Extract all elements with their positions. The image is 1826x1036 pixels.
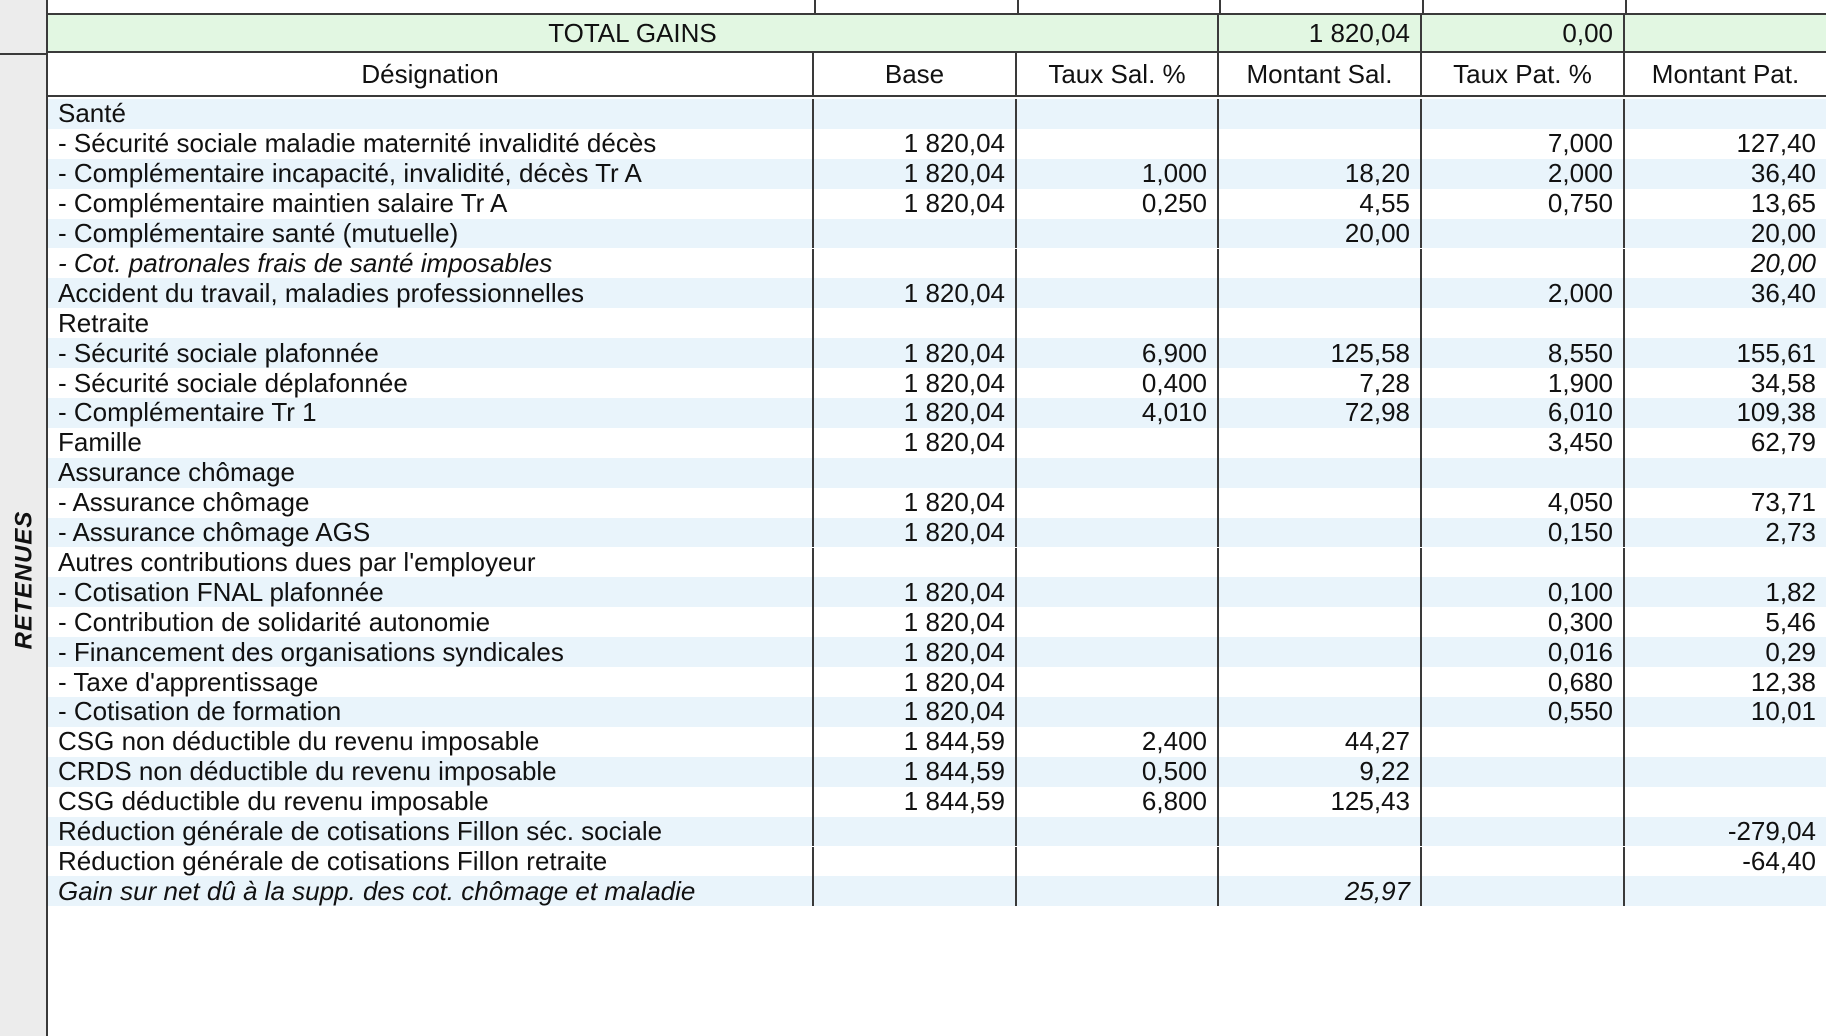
cell-montant-sal: 7,28 (1219, 368, 1422, 398)
cell-montant-pat (1625, 99, 1826, 129)
cell-montant-pat: 10,01 (1750, 697, 1816, 727)
cell-montant-sal (1219, 428, 1422, 458)
cell-base: 1 820,04 (814, 667, 1017, 697)
cell-taux-pat (1422, 458, 1625, 488)
table-row (48, 637, 1826, 667)
cell-base: 1 820,04 (814, 697, 1017, 727)
cell-montant-sal (1219, 847, 1422, 877)
cell-designation: - Cot. patronales frais de santé imposables (48, 249, 814, 279)
table-row (48, 817, 1826, 847)
cell-base: 1 820,04 (814, 278, 1017, 308)
cell-taux-pat: 0,750 (1422, 189, 1625, 219)
table-row (48, 667, 1826, 697)
table-row (48, 219, 1826, 249)
cell-montant-pat (1625, 458, 1826, 488)
cell-base (814, 99, 1017, 129)
cell-base: 1 820,04 (814, 488, 1017, 518)
gutter-divider (0, 53, 48, 55)
cell-taux-sal (1017, 428, 1219, 458)
table-row (48, 129, 1826, 159)
table-row (48, 189, 1826, 219)
cell-taux-pat: 4,050 (1422, 488, 1625, 518)
column-line-stub (814, 0, 816, 13)
cell-taux-sal (1017, 577, 1219, 607)
cell-base: 1 820,04 (814, 189, 1017, 219)
cell-montant-pat: 12,38 (1750, 667, 1816, 697)
cell-designation: - Cotisation FNAL plafonnée (48, 577, 814, 607)
cell-montant-sal (1219, 548, 1422, 578)
cell-montant-pat: 0,29 (1765, 637, 1816, 667)
cell-base: 1 820,04 (814, 398, 1017, 428)
cell-base: 1 820,04 (814, 159, 1017, 189)
cell-montant-sal (1219, 577, 1422, 607)
cell-montant-pat: 73,71 (1750, 487, 1816, 518)
cell-designation: Retraite (48, 308, 814, 338)
cell-taux-sal: 0,500 (1017, 757, 1219, 787)
total-gains-label: TOTAL GAINS (48, 15, 1219, 51)
cell-designation: - Complémentaire santé (mutuelle) (48, 219, 814, 249)
cell-taux-sal (1017, 817, 1219, 847)
cell-designation: - Complémentaire Tr 1 (48, 398, 814, 428)
cell-montant-sal: 125,58 (1219, 338, 1422, 368)
cell-taux-sal (1017, 308, 1219, 338)
cell-designation: - Sécurité sociale maladie maternité invalidité décès (48, 129, 814, 159)
cell-montant-pat (1625, 876, 1826, 906)
cell-designation: Réduction générale de cotisations Fillon séc. sociale (48, 817, 814, 847)
cell-base: 1 820,04 (814, 428, 1017, 458)
cell-designation: Réduction générale de cotisations Fillon retraite (48, 847, 814, 877)
cell-montant-pat (1625, 308, 1826, 338)
cell-montant-sal: 20,00 (1219, 219, 1422, 249)
cell-montant-pat: 109,38 (1736, 398, 1816, 428)
cell-montant-pat (1625, 757, 1826, 787)
cell-designation: - Complémentaire incapacité, invalidité, décès Tr A (48, 159, 814, 189)
cell-montant-sal: 125,43 (1219, 787, 1422, 817)
cell-taux-sal: 2,400 (1017, 727, 1219, 757)
cell-base (814, 548, 1017, 578)
cell-taux-sal (1017, 637, 1219, 667)
cell-designation: - Sécurité sociale plafonnée (48, 338, 814, 368)
cell-designation: Accident du travail, maladies professionnelles (48, 278, 814, 308)
cell-designation: - Assurance chômage AGS (48, 518, 814, 548)
table-row (48, 727, 1826, 757)
cell-montant-pat: -64,40 (1742, 846, 1816, 876)
cell-montant-sal (1219, 278, 1422, 308)
cell-base: 1 820,04 (814, 338, 1017, 368)
cell-taux-sal (1017, 847, 1219, 877)
cell-montant-pat: 36,40 (1750, 278, 1816, 308)
column-line-stub (1017, 0, 1019, 13)
total-gains-row (48, 13, 1826, 53)
cell-base (814, 308, 1017, 338)
cell-designation: Autres contributions dues par l'employeur (48, 548, 814, 578)
cell-montant-pat: 34,58 (1750, 368, 1816, 398)
section-label-retenues (2, 450, 46, 710)
cell-taux-sal (1017, 129, 1219, 159)
cell-taux-pat (1422, 249, 1625, 279)
cell-taux-pat: 1,900 (1422, 368, 1625, 398)
cell-taux-pat: 6,010 (1422, 398, 1625, 428)
cell-taux-sal (1017, 219, 1219, 249)
table-row (48, 697, 1826, 727)
column-line-stub (1625, 0, 1627, 13)
cell-montant-sal (1219, 129, 1422, 159)
table-row (48, 548, 1826, 578)
cell-designation: CRDS non déductible du revenu imposable (48, 757, 814, 787)
cell-base (814, 847, 1017, 877)
cell-designation: - Cotisation de formation (48, 697, 814, 727)
column-header-taux-sal: Taux Sal. % (1017, 53, 1219, 95)
cell-montant-pat: -279,04 (1727, 816, 1816, 847)
cell-taux-pat (1422, 219, 1625, 249)
cell-montant-sal: 72,98 (1219, 398, 1422, 428)
cell-designation: Santé (48, 99, 814, 129)
cell-montant-sal (1219, 99, 1422, 129)
cell-base: 1 820,04 (814, 129, 1017, 159)
cell-taux-pat (1422, 727, 1625, 757)
cell-base (814, 219, 1017, 249)
total-montant-sal: 1 820,04 (1219, 15, 1422, 51)
cell-montant-pat: 155,61 (1736, 338, 1816, 368)
table-row (48, 458, 1826, 488)
table-row (48, 757, 1826, 787)
cell-taux-pat: 7,000 (1422, 129, 1625, 159)
cell-designation: - Sécurité sociale déplafonnée (48, 368, 814, 398)
table-row (48, 99, 1826, 129)
total-montant-pat (1625, 15, 1826, 51)
cell-montant-sal: 18,20 (1219, 159, 1422, 189)
cell-taux-sal (1017, 458, 1219, 488)
column-header-taux-pat: Taux Pat. % (1422, 53, 1625, 95)
section-label-text: RETENUES (10, 510, 37, 650)
cell-montant-pat: 2,73 (1765, 517, 1816, 548)
cell-taux-sal (1017, 667, 1219, 697)
cell-designation: Gain sur net dû à la supp. des cot. chômage et maladie (48, 876, 814, 906)
cell-montant-sal (1219, 308, 1422, 338)
cell-taux-sal: 4,010 (1017, 398, 1219, 428)
cell-montant-sal (1219, 607, 1422, 637)
cell-taux-sal (1017, 607, 1219, 637)
cell-taux-pat: 2,000 (1422, 278, 1625, 308)
cell-taux-pat (1422, 99, 1625, 129)
cell-taux-pat: 0,300 (1422, 607, 1625, 637)
cell-montant-sal (1219, 637, 1422, 667)
table-row (48, 428, 1826, 458)
cell-montant-sal: 25,97 (1219, 876, 1422, 906)
cell-base: 1 820,04 (814, 637, 1017, 667)
cell-designation: - Assurance chômage (48, 488, 814, 518)
cell-taux-sal: 0,250 (1017, 189, 1219, 219)
cell-montant-pat: 127,40 (1736, 128, 1816, 159)
table-row (48, 278, 1826, 308)
cell-taux-pat (1422, 548, 1625, 578)
cell-taux-pat: 0,550 (1422, 697, 1625, 727)
cell-taux-sal: 6,800 (1017, 787, 1219, 817)
cell-taux-pat (1422, 876, 1625, 906)
cell-designation: - Complémentaire maintien salaire Tr A (48, 189, 814, 219)
cell-designation: CSG déductible du revenu imposable (48, 787, 814, 817)
cell-taux-pat (1422, 787, 1625, 817)
cell-base (814, 817, 1017, 847)
table-row (48, 876, 1826, 906)
column-header-montant-pat: Montant Pat. (1651, 58, 1800, 89)
cell-montant-pat (1625, 548, 1826, 578)
column-line-stub (1219, 0, 1221, 13)
table-row (48, 159, 1826, 189)
cell-base: 1 844,59 (814, 757, 1017, 787)
cell-taux-pat (1422, 847, 1625, 877)
cell-taux-sal (1017, 278, 1219, 308)
cell-base (814, 876, 1017, 906)
cell-montant-sal: 9,22 (1219, 757, 1422, 787)
total-taux-pat: 0,00 (1422, 15, 1625, 51)
table-row (48, 368, 1826, 398)
cell-taux-pat (1422, 308, 1625, 338)
cell-designation: CSG non déductible du revenu imposable (48, 727, 814, 757)
table-row (48, 249, 1826, 279)
cell-designation: - Financement des organisations syndicales (48, 637, 814, 667)
cell-montant-sal: 44,27 (1219, 727, 1422, 757)
table-row (48, 577, 1826, 607)
cell-taux-sal (1017, 99, 1219, 129)
column-header-designation: Désignation (48, 53, 814, 95)
cell-montant-pat (1625, 727, 1826, 757)
cell-taux-sal (1017, 249, 1219, 279)
cell-montant-sal (1219, 458, 1422, 488)
cell-taux-sal (1017, 548, 1219, 578)
cell-taux-pat: 0,150 (1422, 518, 1625, 548)
column-header-montant-sal: Montant Sal. (1219, 53, 1422, 95)
cell-taux-sal (1017, 697, 1219, 727)
cell-montant-pat: 36,40 (1750, 158, 1816, 189)
cell-montant-pat (1625, 787, 1826, 817)
cell-taux-sal (1017, 518, 1219, 548)
cell-montant-pat: 13,65 (1750, 188, 1816, 219)
cell-designation: - Contribution de solidarité autonomie (48, 607, 814, 637)
table-row (48, 518, 1826, 548)
table-row (48, 607, 1826, 637)
cell-base: 1 820,04 (814, 607, 1017, 637)
cell-base: 1 820,04 (814, 368, 1017, 398)
cell-taux-pat: 0,016 (1422, 637, 1625, 667)
cell-taux-sal: 0,400 (1017, 368, 1219, 398)
cell-montant-sal (1219, 817, 1422, 847)
cell-montant-pat: 5,46 (1765, 607, 1816, 637)
table-row (48, 398, 1826, 428)
cell-montant-pat: 1,82 (1765, 577, 1816, 607)
table-row (48, 787, 1826, 817)
cell-montant-sal (1219, 667, 1422, 697)
column-header-base: Base (814, 53, 1017, 95)
cell-montant-pat: 20,00 (1750, 218, 1816, 249)
cell-taux-pat (1422, 817, 1625, 847)
cell-taux-sal: 1,000 (1017, 159, 1219, 189)
table-row (48, 308, 1826, 338)
cell-base: 1 820,04 (814, 577, 1017, 607)
table-header (48, 53, 1826, 97)
cell-base: 1 844,59 (814, 727, 1017, 757)
table-row (48, 338, 1826, 368)
cell-taux-sal (1017, 876, 1219, 906)
cell-montant-pat: 20,00 (1750, 248, 1816, 278)
cell-taux-pat: 2,000 (1422, 159, 1625, 189)
cell-taux-sal (1017, 488, 1219, 518)
cell-montant-pat: 62,79 (1750, 427, 1816, 458)
cell-montant-sal (1219, 488, 1422, 518)
cell-designation: Assurance chômage (48, 458, 814, 488)
cell-base (814, 249, 1017, 279)
column-line-stub (1422, 0, 1424, 13)
table-row (48, 847, 1826, 877)
table-row (48, 488, 1826, 518)
cell-designation: Famille (48, 428, 814, 458)
cell-taux-pat: 3,450 (1422, 428, 1625, 458)
cell-base: 1 844,59 (814, 787, 1017, 817)
cell-montant-sal (1219, 697, 1422, 727)
cell-taux-pat: 0,100 (1422, 577, 1625, 607)
cell-base: 1 820,04 (814, 518, 1017, 548)
cell-taux-pat: 8,550 (1422, 338, 1625, 368)
cell-taux-sal: 6,900 (1017, 338, 1219, 368)
cell-montant-sal (1219, 249, 1422, 279)
cell-taux-pat: 0,680 (1422, 667, 1625, 697)
cell-montant-sal (1219, 518, 1422, 548)
cell-taux-pat (1422, 757, 1625, 787)
cell-base (814, 458, 1017, 488)
cell-designation: - Taxe d'apprentissage (48, 667, 814, 697)
cell-montant-sal: 4,55 (1219, 189, 1422, 219)
